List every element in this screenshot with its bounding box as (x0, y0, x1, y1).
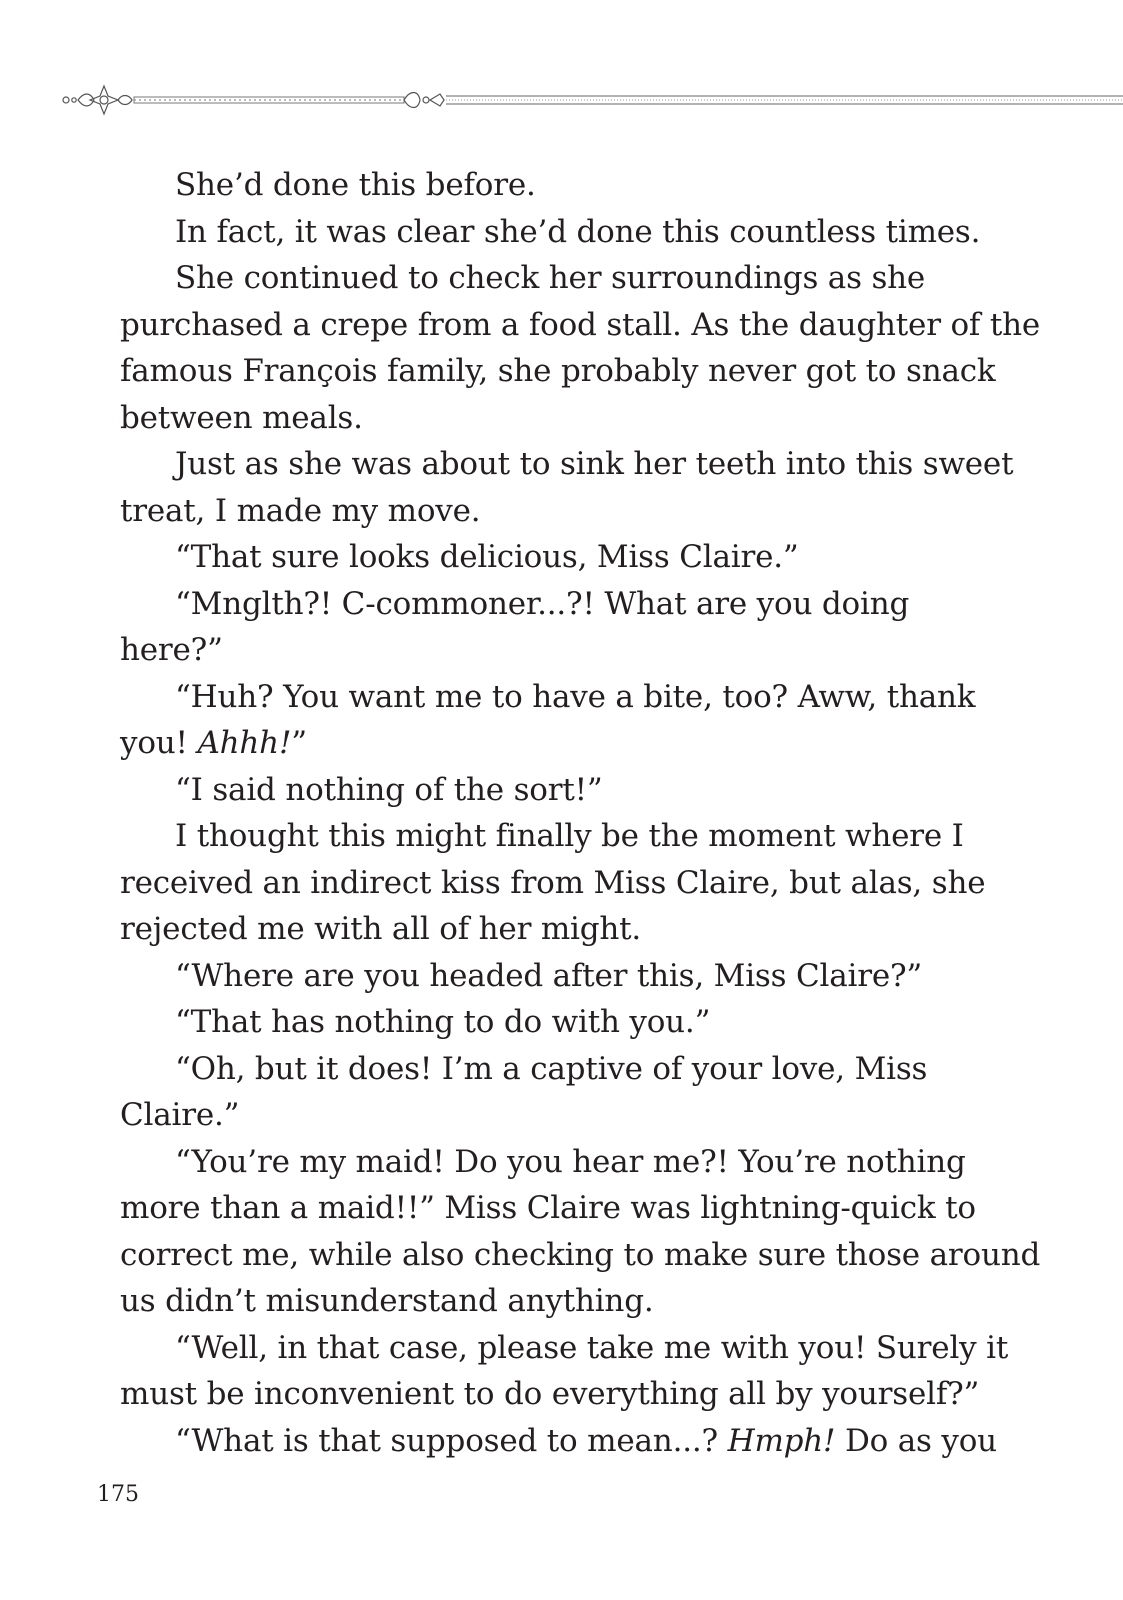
text-span: us didn’t misunderstand anything. (120, 1283, 654, 1319)
text-span: “I said nothing of the sort!” (175, 771, 603, 808)
text-span: received an indirect kiss from Miss Claire, but alas, she (120, 864, 986, 901)
text-line (120, 581, 980, 628)
page-number: 175 (97, 1482, 139, 1507)
text-span: more than a maid!!” Miss Claire was lightning-quick to (120, 1190, 976, 1226)
text-span: “Huh? You want me to have a bite, too? Aww, thank (175, 678, 976, 715)
text-span: correct me, while also checking to make sure those around (120, 1236, 1041, 1273)
ornament-hatched-band (446, 96, 1123, 104)
text-line (120, 441, 1014, 488)
text-line (120, 255, 980, 302)
text-line (120, 813, 980, 860)
text-span: Claire.” (120, 1097, 240, 1133)
text-line (120, 953, 980, 1000)
text-line (120, 162, 980, 209)
text-span: famous François family, she probably never got to snack (120, 353, 996, 389)
text-span: I thought this might finally be the moment where I (175, 818, 964, 854)
text-line (120, 488, 980, 535)
text-line (120, 1371, 980, 1418)
text-span: rejected me with all of her might. (120, 911, 642, 947)
ornament-bead-line (134, 97, 404, 103)
text-span: She continued to check her surroundings as she (175, 260, 926, 296)
text-span: must be inconvenient to do everything all by yourself?” (120, 1376, 980, 1412)
text-line (120, 627, 980, 674)
text-span: between meals. (120, 399, 363, 436)
text-line (120, 1046, 980, 1093)
text-line (120, 906, 980, 953)
text-line (120, 1325, 1009, 1372)
text-span: “Mnglth?! C-commoner...?! What are you doing (175, 585, 910, 622)
text-span: treat, I made my move. (120, 492, 481, 529)
text-span: Just as she was about to sink her teeth into this sweet (175, 446, 1014, 482)
text-line (120, 1092, 980, 1139)
text-line (120, 767, 980, 814)
text-line (120, 534, 980, 581)
text-span: purchased a crepe from a food stall. As the daughter of the (120, 306, 1041, 343)
text-line (120, 209, 980, 256)
flourish-left (63, 86, 132, 114)
text-line (120, 395, 980, 442)
text-span: “What is that supposed to mean...? (175, 1422, 728, 1459)
text-span: She’d done this before. (175, 167, 536, 203)
text-line (120, 860, 986, 907)
text-span: “Oh, but it does! I’m a captive of your love, Miss (175, 1050, 928, 1087)
text-span: “That has nothing to do with you.” (175, 1004, 711, 1040)
italic-text: Hmph! (727, 1422, 836, 1459)
text-span: “You’re my maid! Do you hear me?! You’re nothing (175, 1143, 966, 1180)
text-line (120, 1139, 980, 1186)
text-span: In fact, it was clear she’d done this countless times. (175, 213, 981, 250)
text-line (120, 1418, 997, 1465)
text-line (120, 348, 996, 395)
text-span: “Where are you headed after this, Miss Claire?” (175, 957, 923, 994)
italic-text: Ahhh! (197, 725, 292, 761)
text-span: “That sure looks delicious, Miss Claire.” (175, 539, 799, 575)
text-span: Do as you (835, 1422, 997, 1459)
flourish-center (404, 93, 444, 108)
text-span: ” (291, 725, 307, 761)
text-span: “Well, in that case, please take me with you! Surely it (175, 1329, 1009, 1366)
text-line (120, 302, 1041, 349)
text-line (120, 1232, 1041, 1279)
text-line (120, 674, 980, 721)
text-line (120, 999, 980, 1046)
text-line (120, 1278, 980, 1325)
header-ornament (60, 82, 1123, 118)
text-span: here?” (120, 632, 223, 668)
text-span: you! (120, 725, 198, 761)
text-line (120, 1185, 980, 1232)
body-text (120, 162, 1041, 1464)
text-line (120, 720, 980, 767)
